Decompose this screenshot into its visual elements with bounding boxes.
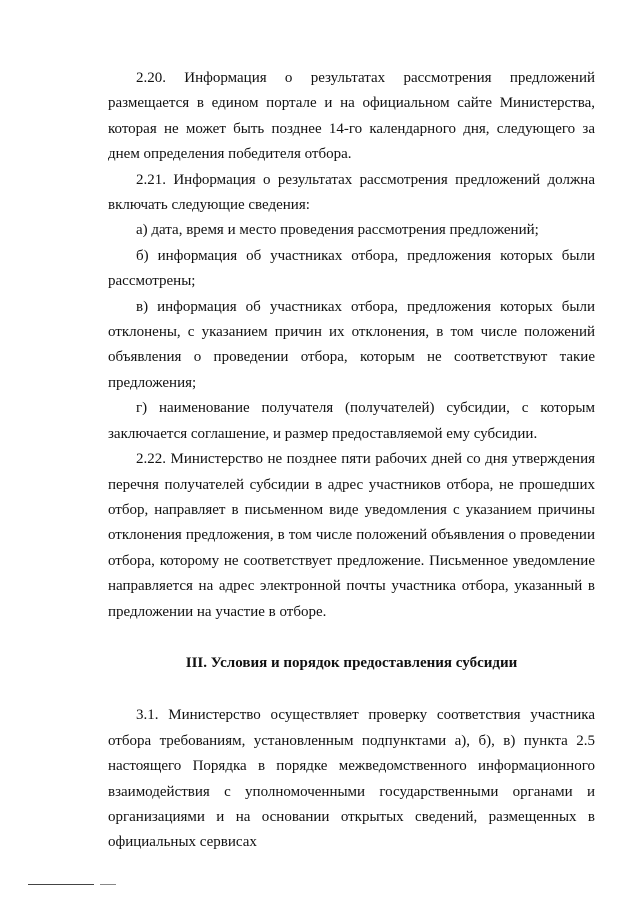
paragraph-2-20: 2.20. Информация о результатах рассмотрения предложений размещается в едином портале и на официальном сайте Министерства, которая не может быть позднее 14-го календарного дня, следующего за днем определения победителя отбора. xyxy=(108,70,595,163)
list-item-a: а) дата, время и место проведения рассмотрения предложений; xyxy=(136,222,539,239)
document-body xyxy=(108,66,595,856)
section-heading: III. Условия и порядок предоставления субсидии xyxy=(185,654,518,671)
list-item-b: б) информация об участниках отбора, предложения которых были рассмотрены; xyxy=(108,247,595,290)
list-item-v: в) информация об участниках отбора, предложения которых были отклонены, с указанием причин их отклонения, в том числе положений объявления о проведении отбора, которым не соответствуют такие предложения; xyxy=(108,298,595,391)
paragraph-2-22: 2.22. Министерство не позднее пяти рабочих дней со дня утверждения перечня получателей субсидии в адрес участников отбора, не прошедших отбор, направляет в письменном виде уведомления с указанием причины отклонения предложения, в том числе положений объявления о проведении отбора, которому не соответствует предложение. Письменное уведомление направляется на адрес электронной почты участника отбора, указанный в предложении на участие в отборе. xyxy=(108,451,595,620)
list-item-g: г) наименование получателя (получателей) субсидии, с которым заключается соглашение, и размер предоставляемой ему субсидии. xyxy=(108,400,595,442)
paragraph-3-1: 3.1. Министерство осуществляет проверку соответствия участника отбора требованиям, установленным подпунктами а), б), в) пункта 2.5 настоящего Порядка в порядке межведомственного информационного взаимодействия с уполномоченными государственными органами и организациями и на основании открытых сведений, размещенных в официальных сервисах xyxy=(108,707,595,851)
footer-divider-short xyxy=(100,884,116,885)
paragraph-2-21: 2.21. Информация о результатах рассмотрения предложений должна включать следующие сведения: xyxy=(108,171,595,214)
footer-divider xyxy=(28,884,94,885)
